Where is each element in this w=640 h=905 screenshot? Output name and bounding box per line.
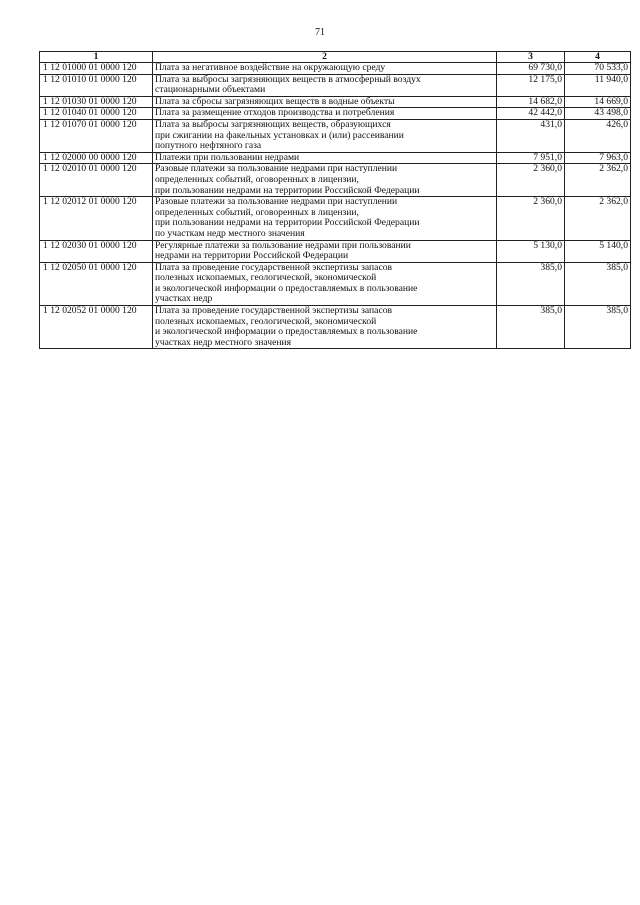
row-value-col-3: 5 130,0 xyxy=(497,240,565,262)
description-line: полезных ископаемых, геологической, экономической xyxy=(155,272,377,284)
row-value-col-4: 14 669,0 xyxy=(565,96,631,108)
description-line: и экологической информации о предоставляемых в пользование xyxy=(155,282,418,294)
header-col-1: 1 xyxy=(40,52,153,63)
description-line: Платежи при пользовании недрами xyxy=(155,151,300,163)
description-line: стационарными объектами xyxy=(155,84,266,96)
table-row xyxy=(40,152,631,164)
table-row xyxy=(40,108,631,120)
row-description xyxy=(153,164,497,197)
row-value-col-3: 2 360,0 xyxy=(497,164,565,197)
description-line: при пользовании недрами на территории Российской Федерации xyxy=(155,217,420,229)
row-description xyxy=(153,96,497,108)
table-row xyxy=(40,74,631,96)
row-code: 1 12 02052 01 0000 120 xyxy=(40,306,153,349)
description-line: Разовые платежи за пользование недрами при наступлении xyxy=(155,163,398,175)
description-line: полезных ископаемых, геологической, экономической xyxy=(155,315,377,327)
description-line: при пользовании недрами на территории Российской Федерации xyxy=(155,184,420,196)
row-code: 1 12 01000 01 0000 120 xyxy=(40,63,153,75)
description-line: Разовые платежи за пользование недрами при наступлении xyxy=(155,196,398,208)
row-code: 1 12 02050 01 0000 120 xyxy=(40,262,153,305)
row-code: 1 12 02000 00 0000 120 xyxy=(40,152,153,164)
row-description xyxy=(153,108,497,120)
description-line: определенных событий, оговоренных в лицензии, xyxy=(155,173,359,185)
row-description xyxy=(153,262,497,305)
row-value-col-4: 5 140,0 xyxy=(565,240,631,262)
row-value-col-3: 12 175,0 xyxy=(497,74,565,96)
table-row xyxy=(40,262,631,305)
row-code: 1 12 01010 01 0000 120 xyxy=(40,74,153,96)
row-description xyxy=(153,63,497,75)
description-line: Плата за негативное воздействие на окружающую среду xyxy=(155,62,386,73)
row-value-col-4: 70 533,0 xyxy=(565,63,631,75)
description-line: Плата за сбросы загрязняющих веществ в водные объекты xyxy=(155,95,395,107)
row-value-col-4: 7 963,0 xyxy=(565,152,631,164)
row-code: 1 12 01070 01 0000 120 xyxy=(40,119,153,152)
table-row xyxy=(40,96,631,108)
description-line: Плата за проведение государственной экспертизы запасов xyxy=(155,261,393,273)
row-value-col-3: 7 951,0 xyxy=(497,152,565,164)
header-col-4: 4 xyxy=(565,52,631,63)
row-value-col-3: 431,0 xyxy=(497,119,565,152)
description-line: и экологической информации о предоставляемых в пользование xyxy=(155,326,418,338)
table-header-row xyxy=(40,52,631,63)
description-line: Плата за размещение отходов производства и потребления xyxy=(155,107,395,119)
row-value-col-3: 69 730,0 xyxy=(497,63,565,75)
row-description xyxy=(153,240,497,262)
row-code: 1 12 02012 01 0000 120 xyxy=(40,197,153,240)
row-value-col-4: 43 498,0 xyxy=(565,108,631,120)
description-line: Плата за проведение государственной экспертизы запасов xyxy=(155,305,393,317)
row-value-col-3: 42 442,0 xyxy=(497,108,565,120)
row-code: 1 12 02030 01 0000 120 xyxy=(40,240,153,262)
header-col-2: 2 xyxy=(153,52,497,63)
table-row xyxy=(40,164,631,197)
row-code: 1 12 01030 01 0000 120 xyxy=(40,96,153,108)
row-code: 1 12 02010 01 0000 120 xyxy=(40,164,153,197)
table-row xyxy=(40,63,631,75)
row-description xyxy=(153,152,497,164)
row-value-col-3: 14 682,0 xyxy=(497,96,565,108)
row-description xyxy=(153,119,497,152)
row-value-col-3: 385,0 xyxy=(497,262,565,305)
row-description xyxy=(153,197,497,240)
row-code: 1 12 01040 01 0000 120 xyxy=(40,108,153,120)
row-value-col-3: 2 360,0 xyxy=(497,197,565,240)
description-line: Регулярные платежи за пользование недрами при пользовании xyxy=(155,239,411,251)
table-row xyxy=(40,119,631,152)
table-row xyxy=(40,306,631,349)
description-line: определенных событий, оговоренных в лицензии, xyxy=(155,206,359,218)
row-description xyxy=(153,306,497,349)
description-line: по участкам недр местного значения xyxy=(155,227,305,239)
row-value-col-4: 385,0 xyxy=(565,306,631,349)
row-value-col-4: 11 940,0 xyxy=(565,74,631,96)
description-line: Плата за выбросы загрязняющих веществ, образующихся xyxy=(155,118,391,130)
table-row xyxy=(40,197,631,240)
table-body xyxy=(40,63,631,349)
table-row xyxy=(40,240,631,262)
description-line: попутного нефтяного газа xyxy=(155,140,262,152)
description-line: Плата за выбросы загрязняющих веществ в атмосферный воздух xyxy=(155,73,421,85)
header-col-3: 3 xyxy=(497,52,565,63)
description-line: при сжигании на факельных установках и (или) рассеивании xyxy=(155,129,404,141)
page-number: 71 xyxy=(315,27,325,38)
row-value-col-4: 2 362,0 xyxy=(565,197,631,240)
description-line: недрами на территории Российской Федерации xyxy=(155,250,349,262)
row-value-col-3: 385,0 xyxy=(497,306,565,349)
description-line: участках недр xyxy=(155,293,213,305)
row-value-col-4: 385,0 xyxy=(565,262,631,305)
revenue-table xyxy=(39,51,631,349)
row-value-col-4: 2 362,0 xyxy=(565,164,631,197)
description-line: участках недр местного значения xyxy=(155,336,292,348)
row-description xyxy=(153,74,497,96)
row-value-col-4: 426,0 xyxy=(565,119,631,152)
